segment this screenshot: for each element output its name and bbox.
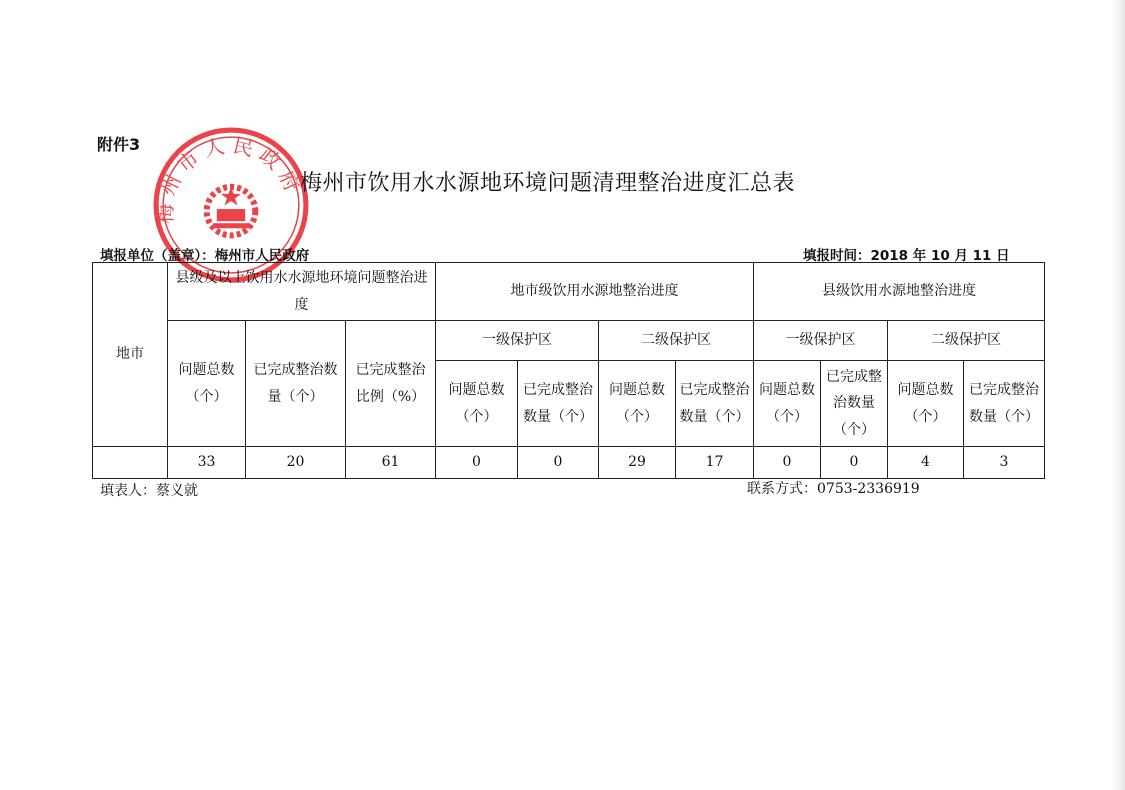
- county-zone2-header: 二级保护区: [888, 321, 1045, 361]
- cell-city-z1-done: 0: [518, 447, 599, 479]
- cell-county-z2-done: 3: [964, 447, 1045, 479]
- summary-table: [92, 262, 1045, 479]
- city-zone1-header: 一级保护区: [436, 321, 599, 361]
- report-unit: 填报单位（盖章）：梅州市人民政府: [100, 248, 310, 264]
- county-zone1-done-header: 已完成整治数量（个）: [821, 361, 888, 447]
- report-time: 填报时间：2018 年 10 月 11 日: [803, 248, 1010, 264]
- county-zone1-total-header: 问题总数（个）: [754, 361, 821, 447]
- cell-city-z1-total: 0: [436, 447, 518, 479]
- page-edge-shadow: [1111, 0, 1125, 790]
- filler-name: 填表人：蔡义就: [100, 483, 198, 499]
- cell-completed: 20: [246, 447, 346, 479]
- col-completed-ratio: 已完成整治比例（%）: [346, 321, 436, 447]
- county-zone2-total-header: 问题总数（个）: [888, 361, 964, 447]
- col-completed-count: 已完成整治数量（个）: [246, 321, 346, 447]
- cell-ratio: 61: [346, 447, 436, 479]
- city-zone1-total-header: 问题总数（个）: [436, 361, 518, 447]
- cell-total: 33: [168, 447, 246, 479]
- col-problem-total: 问题总数（个）: [168, 321, 246, 447]
- city-zone2-header: 二级保护区: [599, 321, 754, 361]
- county-level-group-header: 县级饮用水源地整治进度: [754, 263, 1045, 321]
- region-header: 地市: [93, 263, 168, 447]
- svg-text:梅州市人民政府: [153, 133, 307, 224]
- city-zone2-done-header: 已完成整治数量（个）: [676, 361, 754, 447]
- county-above-group-header: 县级及以上饮用水水源地环境问题整治进度: [168, 263, 436, 321]
- county-zone1-header: 一级保护区: [754, 321, 888, 361]
- cell-county-z1-done: 0: [821, 447, 888, 479]
- city-zone1-done-header: 已完成整治数量（个）: [518, 361, 599, 447]
- cell-county-z1-total: 0: [754, 447, 821, 479]
- city-zone2-total-header: 问题总数（个）: [599, 361, 676, 447]
- seal-emblem-icon: [207, 187, 256, 236]
- cell-county-z2-total: 4: [888, 447, 964, 479]
- seal-text: 梅州市人民政府: [153, 132, 308, 225]
- table-row: [93, 447, 1045, 479]
- city-level-group-header: 地市级饮用水源地整治进度: [436, 263, 754, 321]
- cell-city-z2-total: 29: [599, 447, 676, 479]
- contact-info: 联系方式：0753-2336919: [747, 481, 920, 497]
- attachment-label: 附件3: [97, 135, 141, 154]
- cell-city-z2-done: 17: [676, 447, 754, 479]
- county-zone2-done-header: 已完成整治数量（个）: [964, 361, 1045, 447]
- page-title: 梅州市饮用水水源地环境问题清理整治进度汇总表: [300, 171, 796, 196]
- cell-region: [93, 447, 168, 479]
